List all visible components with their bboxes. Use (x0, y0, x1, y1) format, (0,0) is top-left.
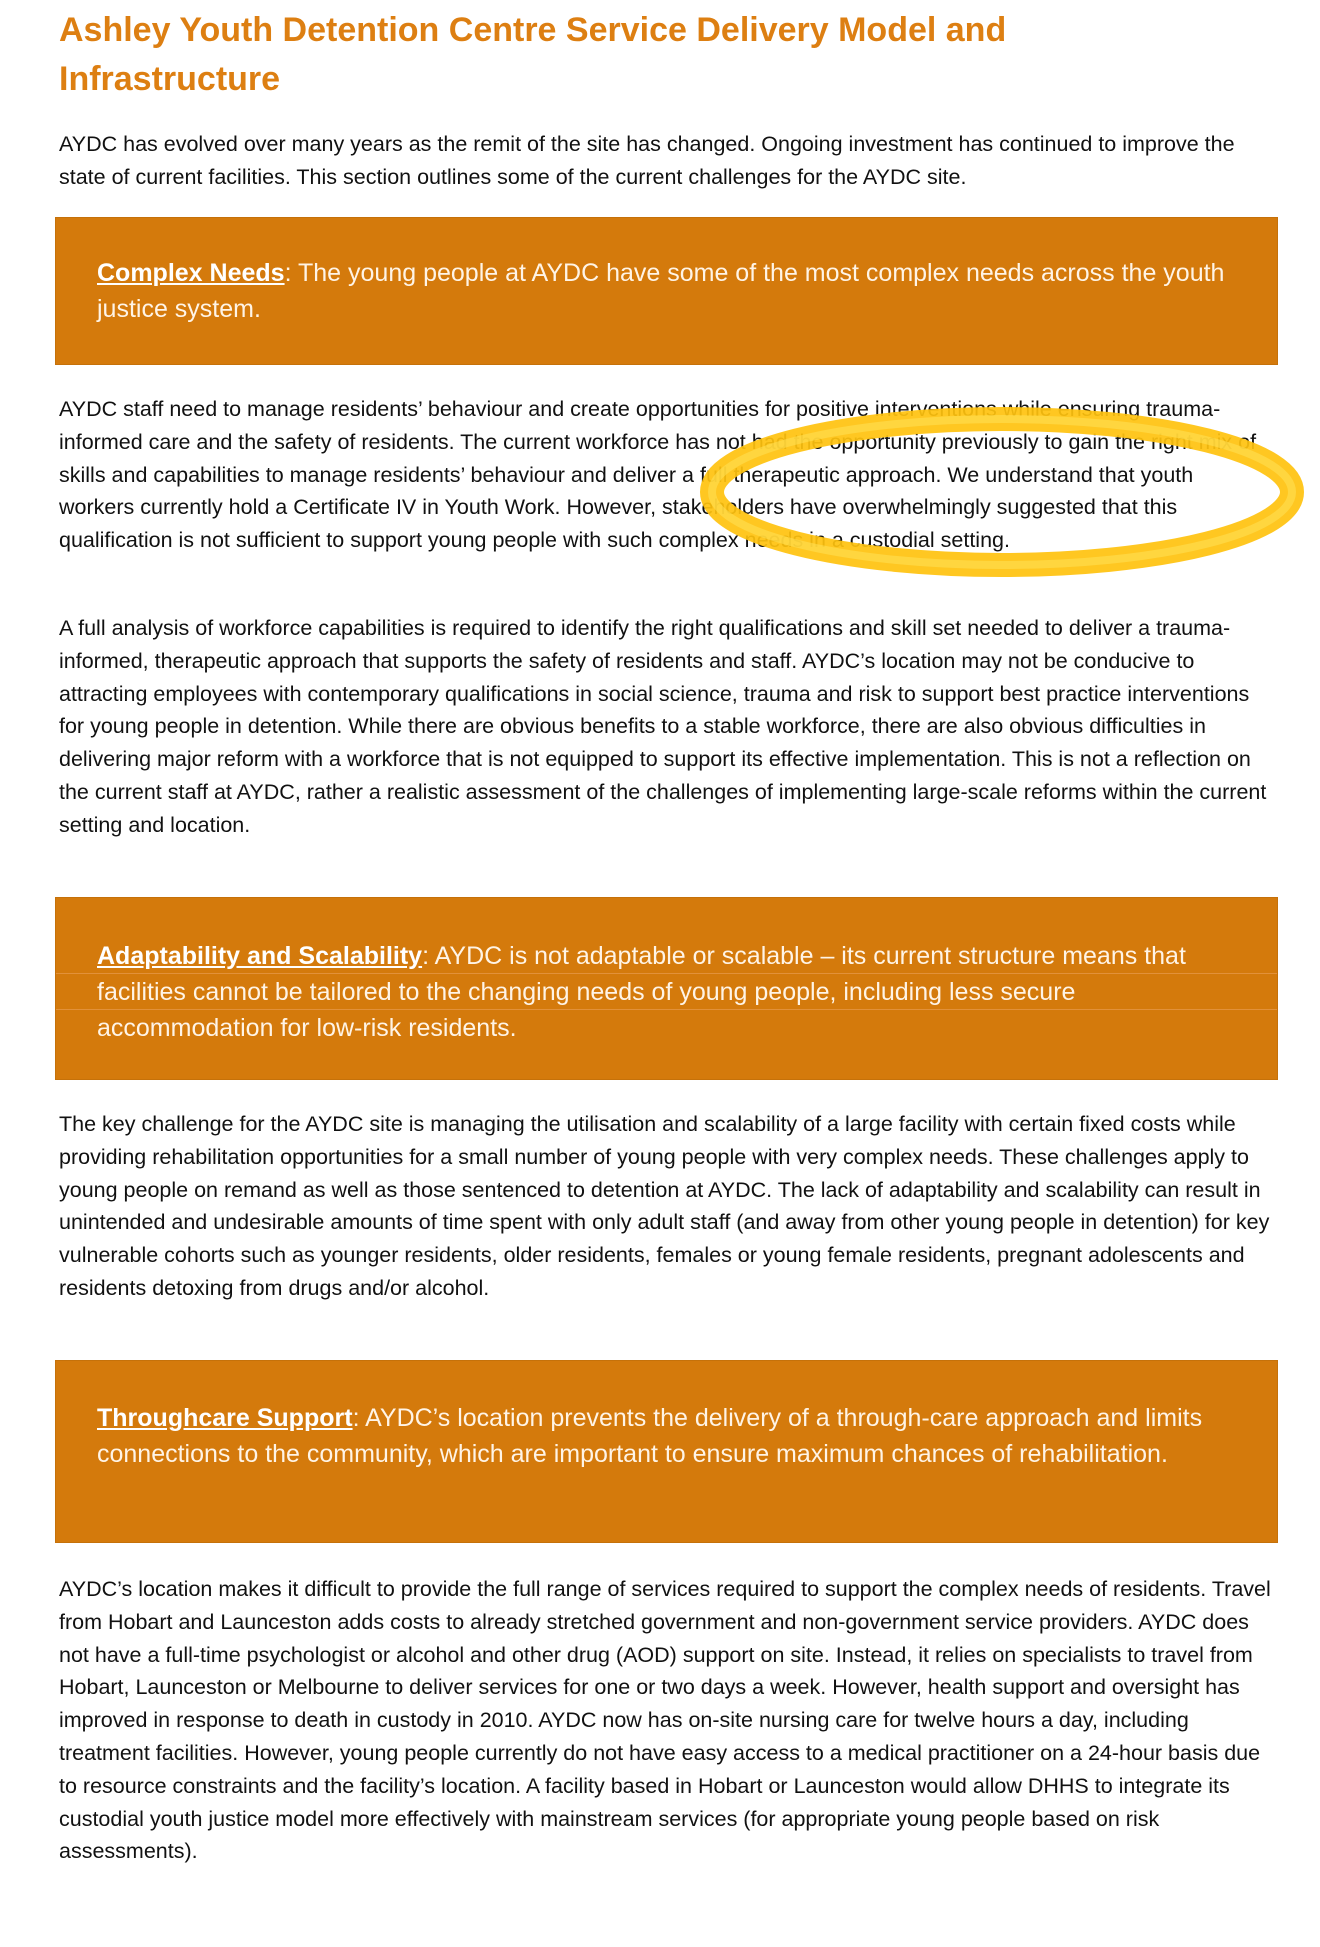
callout-complex-needs (55, 217, 1278, 365)
callout-body: : The young people at AYDC have some of the most complex needs across the youth justice system. (97, 259, 1225, 323)
scalability-paragraph: The key challenge for the AYDC site is managing the utilisation and scalability of a large facility with certain fixed costs while providing rehabilitation opportunities for a small number of young people with very complex needs. These challenges apply to young people on remand as well as those sentenced to detention at AYDC. The lack of adaptability and scalability can result in unintended and undesirable amounts of time spent with only adult staff (and away from other young people in detention) for key vulnerable cohorts such as younger residents, older residents, females or young female residents, pregnant adolescents and residents detoxing from drugs and/or alcohol. (59, 1112, 1270, 1300)
callout-heading: Throughcare Support (97, 1404, 353, 1432)
callout-adaptability-scalability (55, 897, 1278, 1080)
callout-body: : AYDC’s location prevents the delivery of a through-care approach and limits connections to the community, which are important to ensure maximum chances of rehabilitation. (97, 1404, 1203, 1468)
location-paragraph: AYDC’s location makes it difficult to provide the full range of services required to support the complex needs of residents. Travel from Hobart and Launceston adds costs to already stretched government and non-government service providers. AYDC does not have a full-time psychologist or alcohol and other drug (AOD) support on site. Instead, it relies on specialists to travel from Hobart, Launceston or Melbourne to deliver services for one or two days a week. However, health support and oversight has improved in response to death in custody in 2010. AYDC now has on-site nursing care for twelve hours a day, including treatment facilities. However, young people currently do not have easy access to a medical practitioner on a 24-hour basis due to resource constraints and the facility’s location. A facility based in Hobart or Launceston would allow DHHS to integrate its custodial youth justice model more effectively with mainstream services (for appropriate young people based on risk assessments). (59, 1577, 1271, 1864)
capabilities-paragraph: A full analysis of workforce capabilities is required to identify the right qualifications and skill set needed to deliver a trauma-informed, therapeutic approach that supports the safety of residents and staff. AYDC’s location may not be conducive to attracting employees with contemporary qualifications in social science, trauma and risk to support best practice interventions for young people in detention. While there are obvious benefits to a stable workforce, there are also obvious difficulties in delivering major reform with a workforce that is not equipped to support its effective implementation. This is not a reflection on the current staff at AYDC, rather a realistic assessment of the challenges of implementing large-scale reforms within the current setting and location. (59, 616, 1267, 837)
callout-heading: Adaptability and Scalability (97, 942, 423, 970)
callout-text (97, 255, 1247, 327)
callout-heading: Complex Needs (97, 259, 285, 287)
callout-body: : AYDC is not adaptable or scalable – its current structure means that facilities cannot be tailored to the changing needs of young people, including less secure accommodation for low-risk residents. (97, 942, 1186, 1042)
callout-throughcare-support (55, 1360, 1278, 1543)
workforce-paragraph: AYDC staff need to manage residents’ behaviour and create opportunities for positive interventions while ensuring trauma-informed care and the safety of residents. The current workforce has not had the opportunity previously to gain the right mix of skills and capabilities to manage residents’ behaviour and deliver a full therapeutic approach. We understand that youth workers currently hold a Certificate IV in Youth Work. However, stakeholders have overwhelmingly suggested that this qualification is not sufficient to support young people with such complex needs in a custodial setting. (59, 397, 1257, 553)
callout-text (97, 938, 1247, 1046)
intro-paragraph: AYDC has evolved over many years as the remit of the site has changed. Ongoing investment has continued to improve the state of current facilities. This section outlines some of the current challenges for the AYDC site. (59, 132, 1235, 189)
page-title: Ashley Youth Detention Centre Service Delivery Model and Infrastructure (59, 11, 1007, 98)
callout-text (97, 1400, 1247, 1472)
